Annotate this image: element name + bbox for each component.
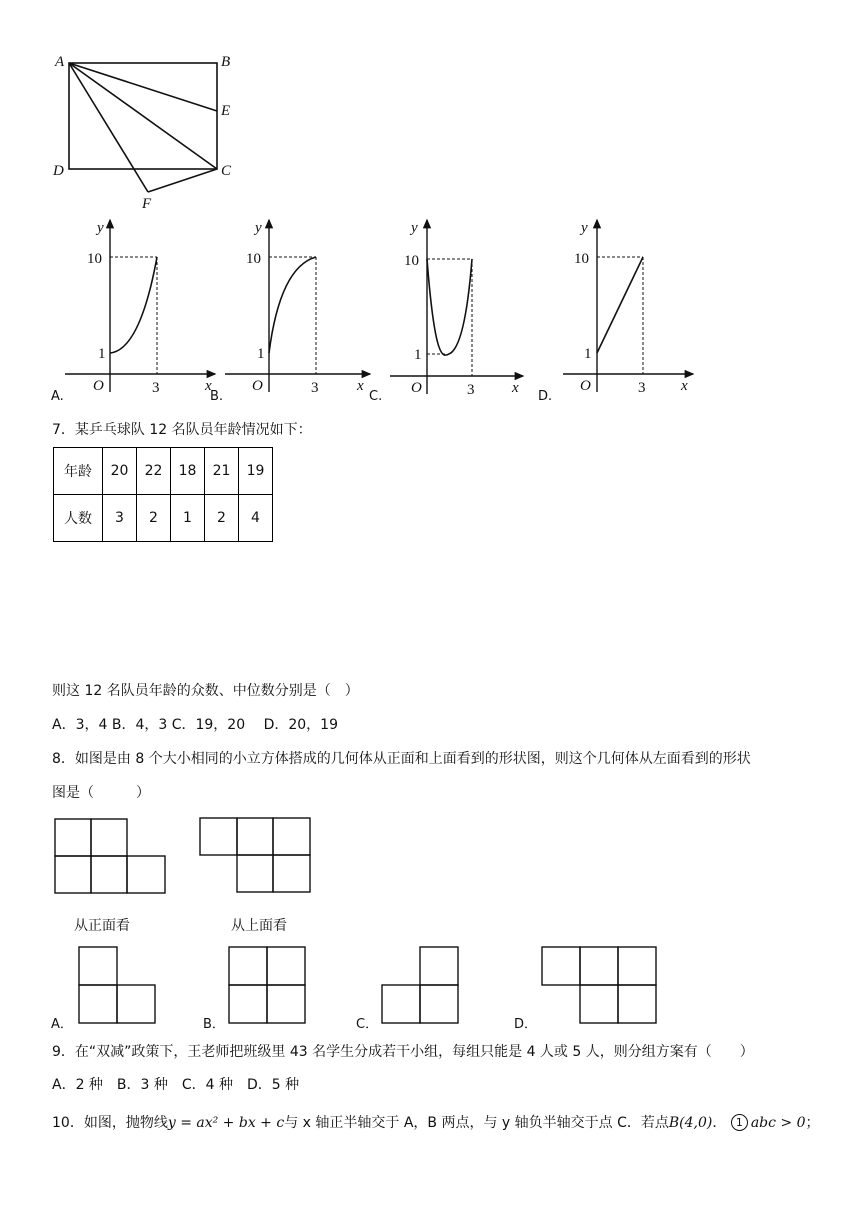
- q9-options: A．2 种 B．3 种 C．4 种 D．5 种: [52, 1077, 300, 1093]
- graph-label-a: A.: [51, 389, 64, 404]
- q8-option-b-figure: [228, 946, 308, 1026]
- svg-text:3: 3: [467, 382, 475, 398]
- label-e: E: [221, 103, 231, 119]
- table-cell: 3: [103, 495, 137, 542]
- svg-text:y: y: [411, 220, 418, 236]
- label-b: B: [221, 54, 231, 70]
- table-cell: 21: [205, 448, 239, 495]
- svg-text:x: x: [512, 380, 519, 396]
- q8-option-c-figure: [381, 946, 461, 1026]
- svg-text:y: y: [255, 220, 262, 236]
- svg-text:10: 10: [246, 251, 261, 267]
- svg-text:10: 10: [404, 253, 419, 269]
- q10-point: B(4,0): [668, 1115, 713, 1131]
- segment-af: [69, 63, 148, 192]
- q8-option-b-label: B．: [203, 1017, 225, 1032]
- graph-label-b: B.: [210, 389, 224, 404]
- top-view-caption: 从上面看: [231, 918, 287, 934]
- table-cell: 2: [137, 495, 171, 542]
- svg-text:3: 3: [638, 380, 646, 396]
- svg-text:y: y: [581, 220, 588, 236]
- svg-text:x: x: [681, 378, 688, 394]
- q9-stem: 9．在“双减”政策下，王老师把班级里 43 名学生分成若干小组，每组只能是 4 人或 5 人，则分组方案有（ ）: [52, 1044, 754, 1060]
- graph-option-a: [65, 212, 225, 402]
- table-cell: 22: [137, 448, 171, 495]
- q10-item1-end: ；: [805, 1115, 820, 1131]
- segment-ac: [69, 63, 217, 169]
- svg-text:1: 1: [257, 346, 265, 362]
- curve: [427, 259, 472, 355]
- table-cell: 2: [205, 495, 239, 542]
- segment-fc: [148, 169, 217, 192]
- graph-label-d: D.: [538, 389, 553, 404]
- q10-stem: [52, 1114, 820, 1132]
- svg-text:x: x: [205, 378, 212, 394]
- q10-item-number: 1: [731, 1114, 748, 1131]
- q7-stem: 7．某乒乓球队 12 名队员年龄情况如下：: [52, 422, 312, 438]
- front-view-figure: [54, 818, 168, 896]
- front-view-caption: 从正面看: [74, 918, 130, 934]
- q7-question: 则这 12 名队员年龄的众数、中位数分别是（ ）: [52, 683, 359, 699]
- table-cell: 18: [171, 448, 205, 495]
- label-a: A: [55, 54, 65, 70]
- table-cell: 19: [239, 448, 273, 495]
- curve: [110, 257, 157, 353]
- q8-option-a-label: A．: [51, 1017, 73, 1032]
- q10-prefix: 10．如图，抛物线: [52, 1115, 168, 1131]
- table-header-age: 年龄: [54, 448, 103, 495]
- curve: [269, 257, 316, 353]
- top-view-figure: [199, 817, 313, 895]
- q8-stem-line1: 8．如图是由 8 个大小相同的小立方体搭成的几何体从正面和上面看到的形状图，则这个几何体从左面看到的形状: [52, 751, 751, 767]
- svg-text:1: 1: [584, 346, 592, 362]
- graph-option-b: [225, 212, 385, 402]
- line: [597, 257, 643, 353]
- svg-text:y: y: [97, 220, 104, 236]
- table-cell: 4: [239, 495, 273, 542]
- q8-option-d-label: D．: [514, 1017, 538, 1032]
- svg-text:1: 1: [98, 346, 106, 362]
- table-cell: 20: [103, 448, 137, 495]
- q10-mid: 与 x 轴正半轴交于 A，B 两点，与 y 轴负半轴交于点 C．若点: [284, 1115, 669, 1131]
- table-header-count: 人数: [54, 495, 103, 542]
- segment-ae: [69, 63, 217, 111]
- age-table: [53, 447, 273, 542]
- graph-option-d: [555, 212, 715, 402]
- svg-text:O: O: [411, 380, 422, 396]
- q8-option-d-figure: [541, 946, 661, 1026]
- rectangle-figure: [45, 45, 255, 215]
- label-f: F: [142, 196, 152, 212]
- label-d: D: [53, 163, 64, 179]
- svg-text:10: 10: [87, 251, 102, 267]
- table-row: [54, 495, 273, 542]
- table-cell: 1: [171, 495, 205, 542]
- q7-options: A．3，4 B．4，3 C．19，20 D．20，19: [52, 717, 338, 733]
- q10-item1-expr: abc > 0: [750, 1115, 806, 1131]
- svg-text:x: x: [357, 378, 364, 394]
- svg-text:10: 10: [574, 251, 589, 267]
- svg-text:O: O: [252, 378, 263, 394]
- svg-text:1: 1: [414, 347, 422, 363]
- graph-label-c: C.: [369, 389, 383, 404]
- svg-text:3: 3: [311, 380, 319, 396]
- q8-stem-line2: 图是（ ）: [52, 785, 150, 801]
- q10-equation: y = ax² + bx + c: [167, 1115, 285, 1131]
- svg-text:O: O: [93, 378, 104, 394]
- q8-option-c-label: C．: [356, 1017, 379, 1032]
- table-row: [54, 448, 273, 495]
- q8-option-a-figure: [78, 946, 158, 1026]
- label-c: C: [221, 163, 232, 179]
- q10-after-point: ．: [712, 1115, 727, 1131]
- svg-text:3: 3: [152, 380, 160, 396]
- graph-option-c: [385, 212, 545, 402]
- svg-text:O: O: [580, 378, 591, 394]
